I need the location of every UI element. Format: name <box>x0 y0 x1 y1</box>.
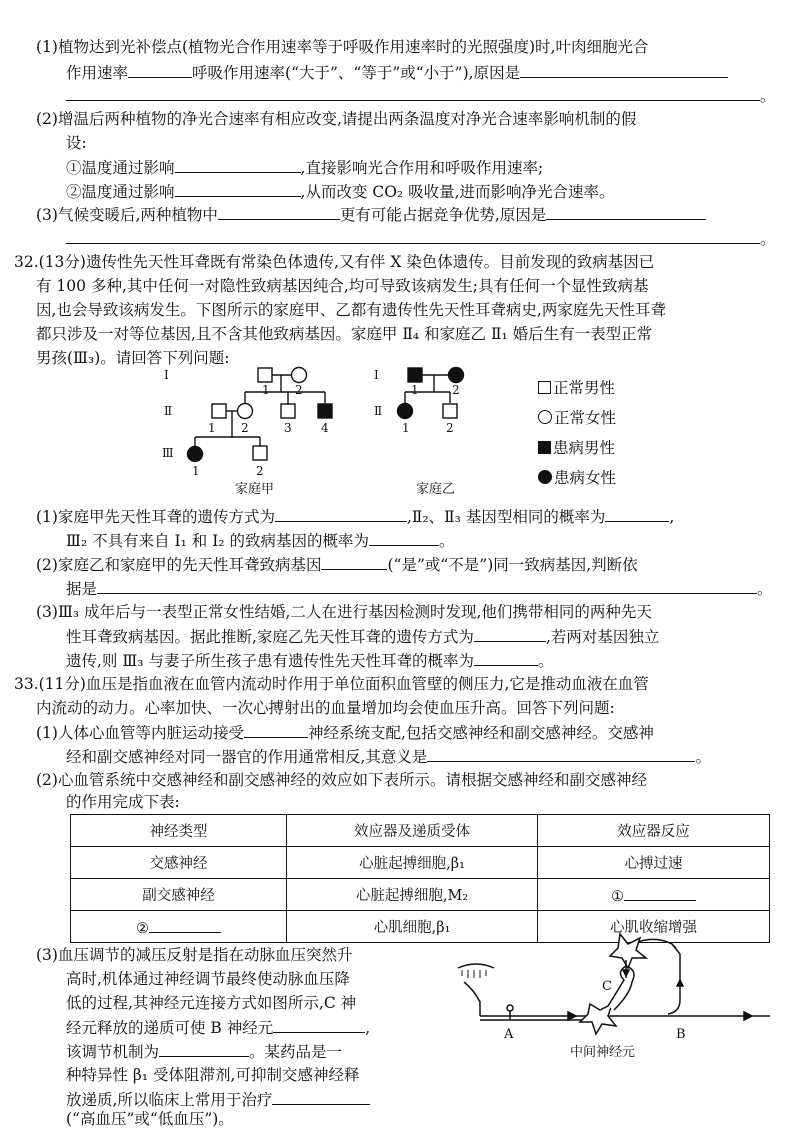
q33-part3-line4: 经元释放的递质可使 B 神经元 , <box>66 1016 800 1039</box>
table-header: 效应器反应 <box>538 815 770 847</box>
q31-part2-line2: 设: <box>66 134 87 152</box>
pedigree-a-II3 <box>281 404 295 418</box>
pedigree-family-b <box>370 362 500 502</box>
num-label: 1 <box>402 421 410 435</box>
afferent-start <box>464 982 480 1016</box>
answer-blank[interactable] <box>244 721 308 738</box>
num-label: 2 <box>241 421 249 435</box>
answer-blank[interactable] <box>66 84 760 101</box>
answer-blank[interactable] <box>605 505 669 522</box>
q31-part3-line2: 。 <box>66 227 800 250</box>
reflex-diagram <box>440 920 780 1070</box>
q33-part2-line2: 的作用完成下表: <box>66 793 180 811</box>
q33-part3-line3: 低的过程,其神经元连接方式如图所示,C 神 <box>66 994 357 1012</box>
table-row <box>71 847 770 879</box>
num-label: 2 <box>452 383 460 397</box>
answer-blank[interactable] <box>175 180 301 197</box>
q33-part3-line1: (3)血压调节的减压反射是指在动脉血压突然升 <box>36 946 353 964</box>
square-symbol <box>538 381 551 394</box>
answer-blank[interactable] <box>159 1040 249 1057</box>
q32-intro-line5: 男孩(Ⅲ₃)。请回答下列问题: <box>36 349 230 367</box>
answer-blank[interactable] <box>218 203 340 220</box>
filled-circle-symbol <box>538 470 552 484</box>
num-label: 4 <box>321 421 329 435</box>
pedigree-a-II1 <box>212 404 226 418</box>
family-b-caption: 家庭乙 <box>416 482 456 497</box>
table-header-row <box>71 815 770 847</box>
family-a-caption: 家庭甲 <box>235 482 275 497</box>
q32-part1-line1: (1)家庭甲先天性耳聋的遗传方式为 ,Ⅱ₂、Ⅱ₃ 基因型相同的概率为 , <box>36 505 800 528</box>
table-cell: 心肌收缩增强 <box>538 911 770 943</box>
feedback-loop <box>638 939 680 1014</box>
up-arrow-icon <box>677 980 683 986</box>
answer-blank[interactable] <box>66 227 760 244</box>
num-label: 2 <box>256 464 264 478</box>
num-label: 1 <box>262 383 270 397</box>
q32-part1-line2: Ⅲ₂ 不具有来自 Ⅰ₁ 和 Ⅰ₂ 的致病基因的概率为 。 <box>66 529 800 552</box>
filled-square-symbol <box>538 441 551 454</box>
num-label: 3 <box>284 421 292 435</box>
q31-part1-line2: 作用速率 呼吸作用速率(“大于”、“等于”或“小于”),原因是 <box>66 61 800 84</box>
gen-label-III: Ⅲ <box>162 446 174 460</box>
q32-part3-line1: (3)Ⅲ₃ 成年后与一表型正常女性结婚,二人在进行基因检测时发现,他们携带相同的两种先天 <box>36 603 652 621</box>
q33-part2-line1: (2)心血管系统中交感神经和副交感神经的效应如下表所示。请根据交感神经和副交感神经 <box>36 771 647 789</box>
q31-part2-opt1: ①温度通过影响 ,直接影响光合作用和呼吸作用速率; <box>66 156 800 179</box>
answer-blank[interactable] <box>97 577 757 594</box>
num-label: 1 <box>208 421 216 435</box>
q33-part3-line7: 放递质,所以临床上常用于治疗 <box>66 1088 800 1111</box>
receptor-membrane <box>458 964 494 968</box>
q31-part2-opt2: ②温度通过影响 ,从而改变 CO₂ 吸收量,进而影响净光合速率。 <box>66 180 800 203</box>
pedigree-legend <box>538 372 616 492</box>
receptor-endings <box>462 970 486 978</box>
q32-part3-line3: 遗传,则 Ⅲ₃ 与妻子所生孩子患有遗传性先天性耳聋的概率为 。 <box>66 649 800 672</box>
label-b: B <box>676 1027 686 1042</box>
answer-blank[interactable] <box>272 1088 370 1105</box>
q32-intro-line2: 有 100 多种,其中任何一对隐性致病基因纯合,均可导致该病发生;具有任何一个显性致病基 <box>36 277 649 295</box>
answer-blank[interactable] <box>273 1016 365 1033</box>
table-cell-blank-1[interactable]: ① <box>538 879 770 911</box>
table-header: 神经类型 <box>71 815 287 847</box>
answer-blank[interactable] <box>149 916 221 933</box>
table-cell-blank-2[interactable]: ② <box>71 911 287 943</box>
legend-label: 正常男性 <box>553 379 616 397</box>
legend-normal-male <box>538 372 616 402</box>
num-label: 1 <box>411 383 419 397</box>
q33-part1-line1: (1)人体心血管等内脏运动接受 神经系统支配,包括交感神经和副交感神经。交感神 <box>36 721 800 744</box>
q33-part3-line5: 该调节机制为 。某药品是一 <box>66 1040 800 1063</box>
pedigree-b-II2 <box>443 404 457 418</box>
q33-part1-line2: 经和副交感神经对同一器官的作用通常相反,其意义是 。 <box>66 745 800 768</box>
answer-blank[interactable] <box>520 61 728 78</box>
q31-part1-line3: 。 <box>66 84 800 107</box>
answer-blank[interactable] <box>321 553 387 570</box>
answer-blank[interactable] <box>369 529 439 546</box>
pedigree-a-III1 <box>188 447 203 462</box>
answer-blank[interactable] <box>175 156 301 173</box>
q33-part3-line2: 高时,机体通过神经调节最终使动脉血压降 <box>66 970 350 988</box>
table-cell: 交感神经 <box>71 847 287 879</box>
gen-label-I: Ⅰ <box>164 368 169 382</box>
num-label: 2 <box>446 421 454 435</box>
interneuron-body <box>580 1004 616 1034</box>
answer-blank[interactable] <box>128 61 192 78</box>
label-c: C <box>602 979 612 994</box>
table-row <box>71 879 770 911</box>
q31-part1-line1: (1)植物达到光补偿点(植物光合作用速率等于呼吸作用速率时的光照强度)时,叶肉细胞光合 <box>36 38 649 56</box>
q31-part2-line1: (2)增温后两种植物的净光合速率有相应改变,请提出两条温度对净光合速率影响机制的假 <box>36 110 637 128</box>
circle-symbol <box>538 410 552 424</box>
pedigree-family-a <box>150 362 350 502</box>
q33-part3-line6: 种特异性 β₁ 受体阻滞剂,可抑制交感神经释 <box>66 1066 360 1084</box>
table-cell: 心脏起搏细胞,β₁ <box>287 847 538 879</box>
right-arrow-icon <box>568 1012 576 1020</box>
legend-label: 正常女性 <box>554 409 617 427</box>
legend-normal-female <box>538 402 616 432</box>
answer-blank[interactable] <box>474 649 538 666</box>
table-cell: 心搏过速 <box>538 847 770 879</box>
q32-part2-line2: 据是 。 <box>66 577 800 600</box>
pedigree-a-I1 <box>258 368 272 382</box>
answer-blank[interactable] <box>474 625 546 642</box>
gen-label-I: Ⅰ <box>374 368 379 382</box>
q32-part3-line2: 性耳聋致病基因。据此推断,家庭乙先天性耳聋的遗传方式为 ,若两对基因独立 <box>66 625 800 648</box>
table-cell: 心肌细胞,β₁ <box>287 911 538 943</box>
legend-label: 患病女性 <box>554 469 617 487</box>
q32-part2-line1: (2)家庭乙和家庭甲的先天性耳聋致病基因 (“是”或“不是”)同一致病基因,判断依 <box>36 553 800 576</box>
pedigree-b-II1 <box>398 404 413 419</box>
q33-intro-line1: 33.(11分)血压是指血液在血管内流动时作用于单位面积血管壁的侧压力,它是推动血液在血管 <box>14 675 649 693</box>
q32-intro-line1: 32.(13分)遗传性先天性耳聋既有常染色体遗传,又有伴 X 染色体遗传。目前发现的致病基因已 <box>14 253 655 271</box>
gen-label-II: Ⅱ <box>374 404 383 418</box>
interneuron-caption: 中间神经元 <box>570 1045 636 1060</box>
q31-part3-line1: (3)气候变暖后,两种植物中 更有可能占据竞争优势,原因是 <box>36 203 800 226</box>
legend-label: 患病男性 <box>553 439 616 457</box>
neuron-star-top <box>610 934 646 968</box>
pedigree-a-II2 <box>238 404 253 419</box>
num-label: 1 <box>192 464 200 478</box>
table-cell: 副交感神经 <box>71 879 287 911</box>
table-header: 效应器及递质受体 <box>287 815 538 847</box>
pedigree-b-I1 <box>408 368 422 382</box>
num-label: 2 <box>295 383 303 397</box>
q33-part3-line8: (“高血压”或“低血压”)。 <box>66 1110 234 1128</box>
label-a: A <box>504 1027 514 1042</box>
gen-label-II: Ⅱ <box>164 404 173 418</box>
legend-affected-female <box>538 462 616 492</box>
answer-blank[interactable] <box>624 884 696 901</box>
pedigree-a-I2 <box>292 368 307 383</box>
answer-blank[interactable] <box>275 505 407 522</box>
legend-affected-male <box>538 432 616 462</box>
pedigree-a-II4 <box>318 404 332 418</box>
table-cell: 心脏起搏细胞,M₂ <box>287 879 538 911</box>
pedigree-a-III2 <box>253 446 267 460</box>
answer-blank[interactable] <box>546 203 706 220</box>
q32-intro-line3: 因,也会导致该病发生。下图所示的家庭甲、乙都有遗传性先天性耳聋病史,两家庭先天性耳聋 <box>36 301 666 319</box>
answer-blank[interactable] <box>427 745 695 762</box>
q33-intro-line2: 内流动的动力。心率加快、一次心搏射出的血量增加均会使血压升高。回答下列问题: <box>36 699 615 717</box>
q32-intro-line4: 都只涉及一对等位基因,且不含其他致病基因。家庭甲 Ⅱ₄ 和家庭乙 Ⅱ₁ 婚后生有一表型正常 <box>36 325 653 343</box>
pedigree-b-I2 <box>449 368 464 383</box>
right-arrow-icon <box>744 1012 752 1020</box>
electrode-a <box>507 1005 513 1011</box>
